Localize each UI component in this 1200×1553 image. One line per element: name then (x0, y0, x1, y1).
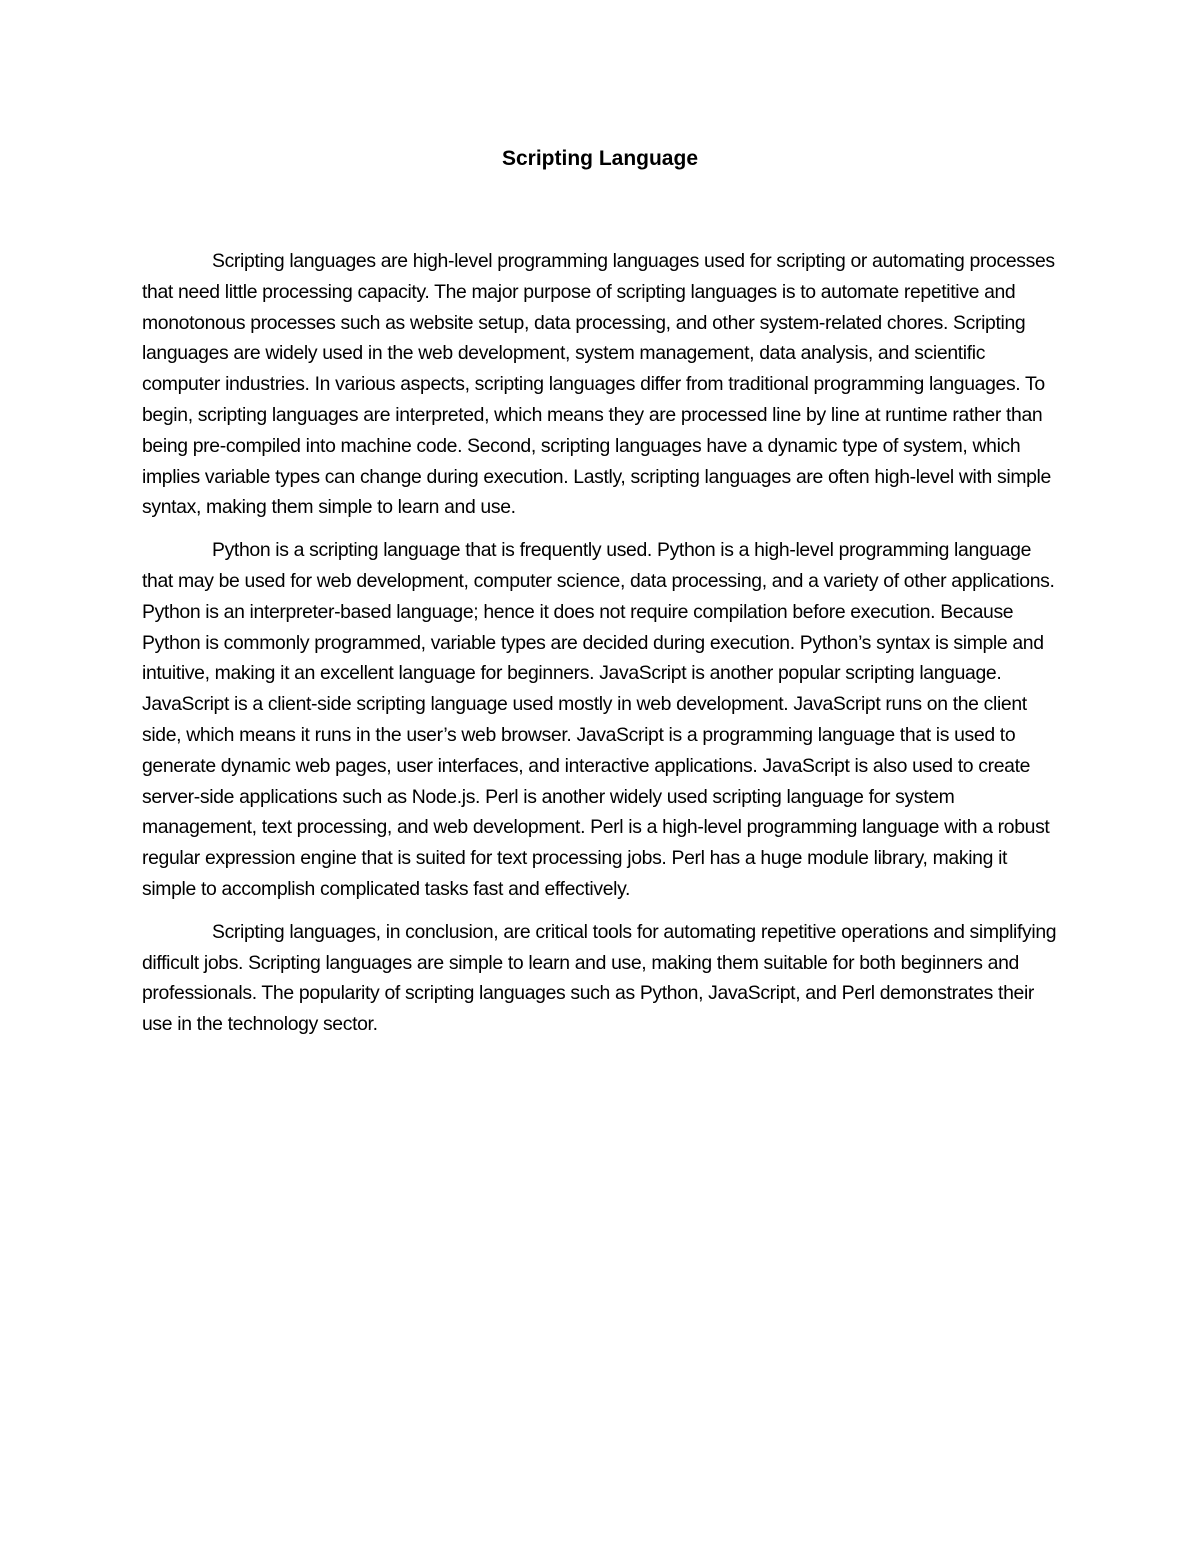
paragraph-introduction: Scripting languages are high-level programming languages used for scripting or automating processes that need little processing capacity. The major purpose of scripting languages is to automate repetitive and monotonous processes such as website setup, data processing, and other system-related chores. Scripting languages are widely used in the web development, system management, data analysis, and scientific computer industries. In various aspects, scripting languages differ from traditional programming languages. To begin, scripting languages are interpreted, which means they are processed line by line at runtime rather than being pre-compiled into machine code. Second, scripting languages have a dynamic type of system, which implies variable types can change during execution. Lastly, scripting languages are often high-level with simple syntax, making them simple to learn and use. (142, 250, 1055, 519)
document-title: Scripting Language (501, 147, 698, 170)
paragraph-conclusion: Scripting languages, in conclusion, are critical tools for automating repetitive operations and simplifying difficult jobs. Scripting languages are simple to learn and use, making them suitable for both beginners and professionals. The popularity of scripting languages such as Python, JavaScript, and Perl demonstrates their use in the technology sector. (142, 920, 1057, 1036)
document-body (142, 246, 1060, 1052)
paragraph-examples: Python is a scripting language that is frequently used. Python is a high-level programming language that may be used for web development, computer science, data processing, and a variety of other applications. Python is an interpreter-based language; hence it does not require compilation before execution. Because Python is commonly programmed, variable types are decided during execution. Python’s syntax is simple and intuitive, making it an excellent language for beginners. JavaScript is another popular scripting language. JavaScript is a client-side scripting language used mostly in web development. JavaScript runs on the client side, which means it runs in the user’s web browser. JavaScript is a programming language that is used to generate dynamic web pages, user interfaces, and interactive applications. JavaScript is also used to create server-side applications such as Node.js. Perl is another widely used scripting language for system management, text processing, and web development. Perl is a high-level programming language with a robust regular expression engine that is suited for text processing jobs. Perl has a huge module library, making it simple to accomplish complicated tasks fast and effectively. (142, 539, 1055, 900)
